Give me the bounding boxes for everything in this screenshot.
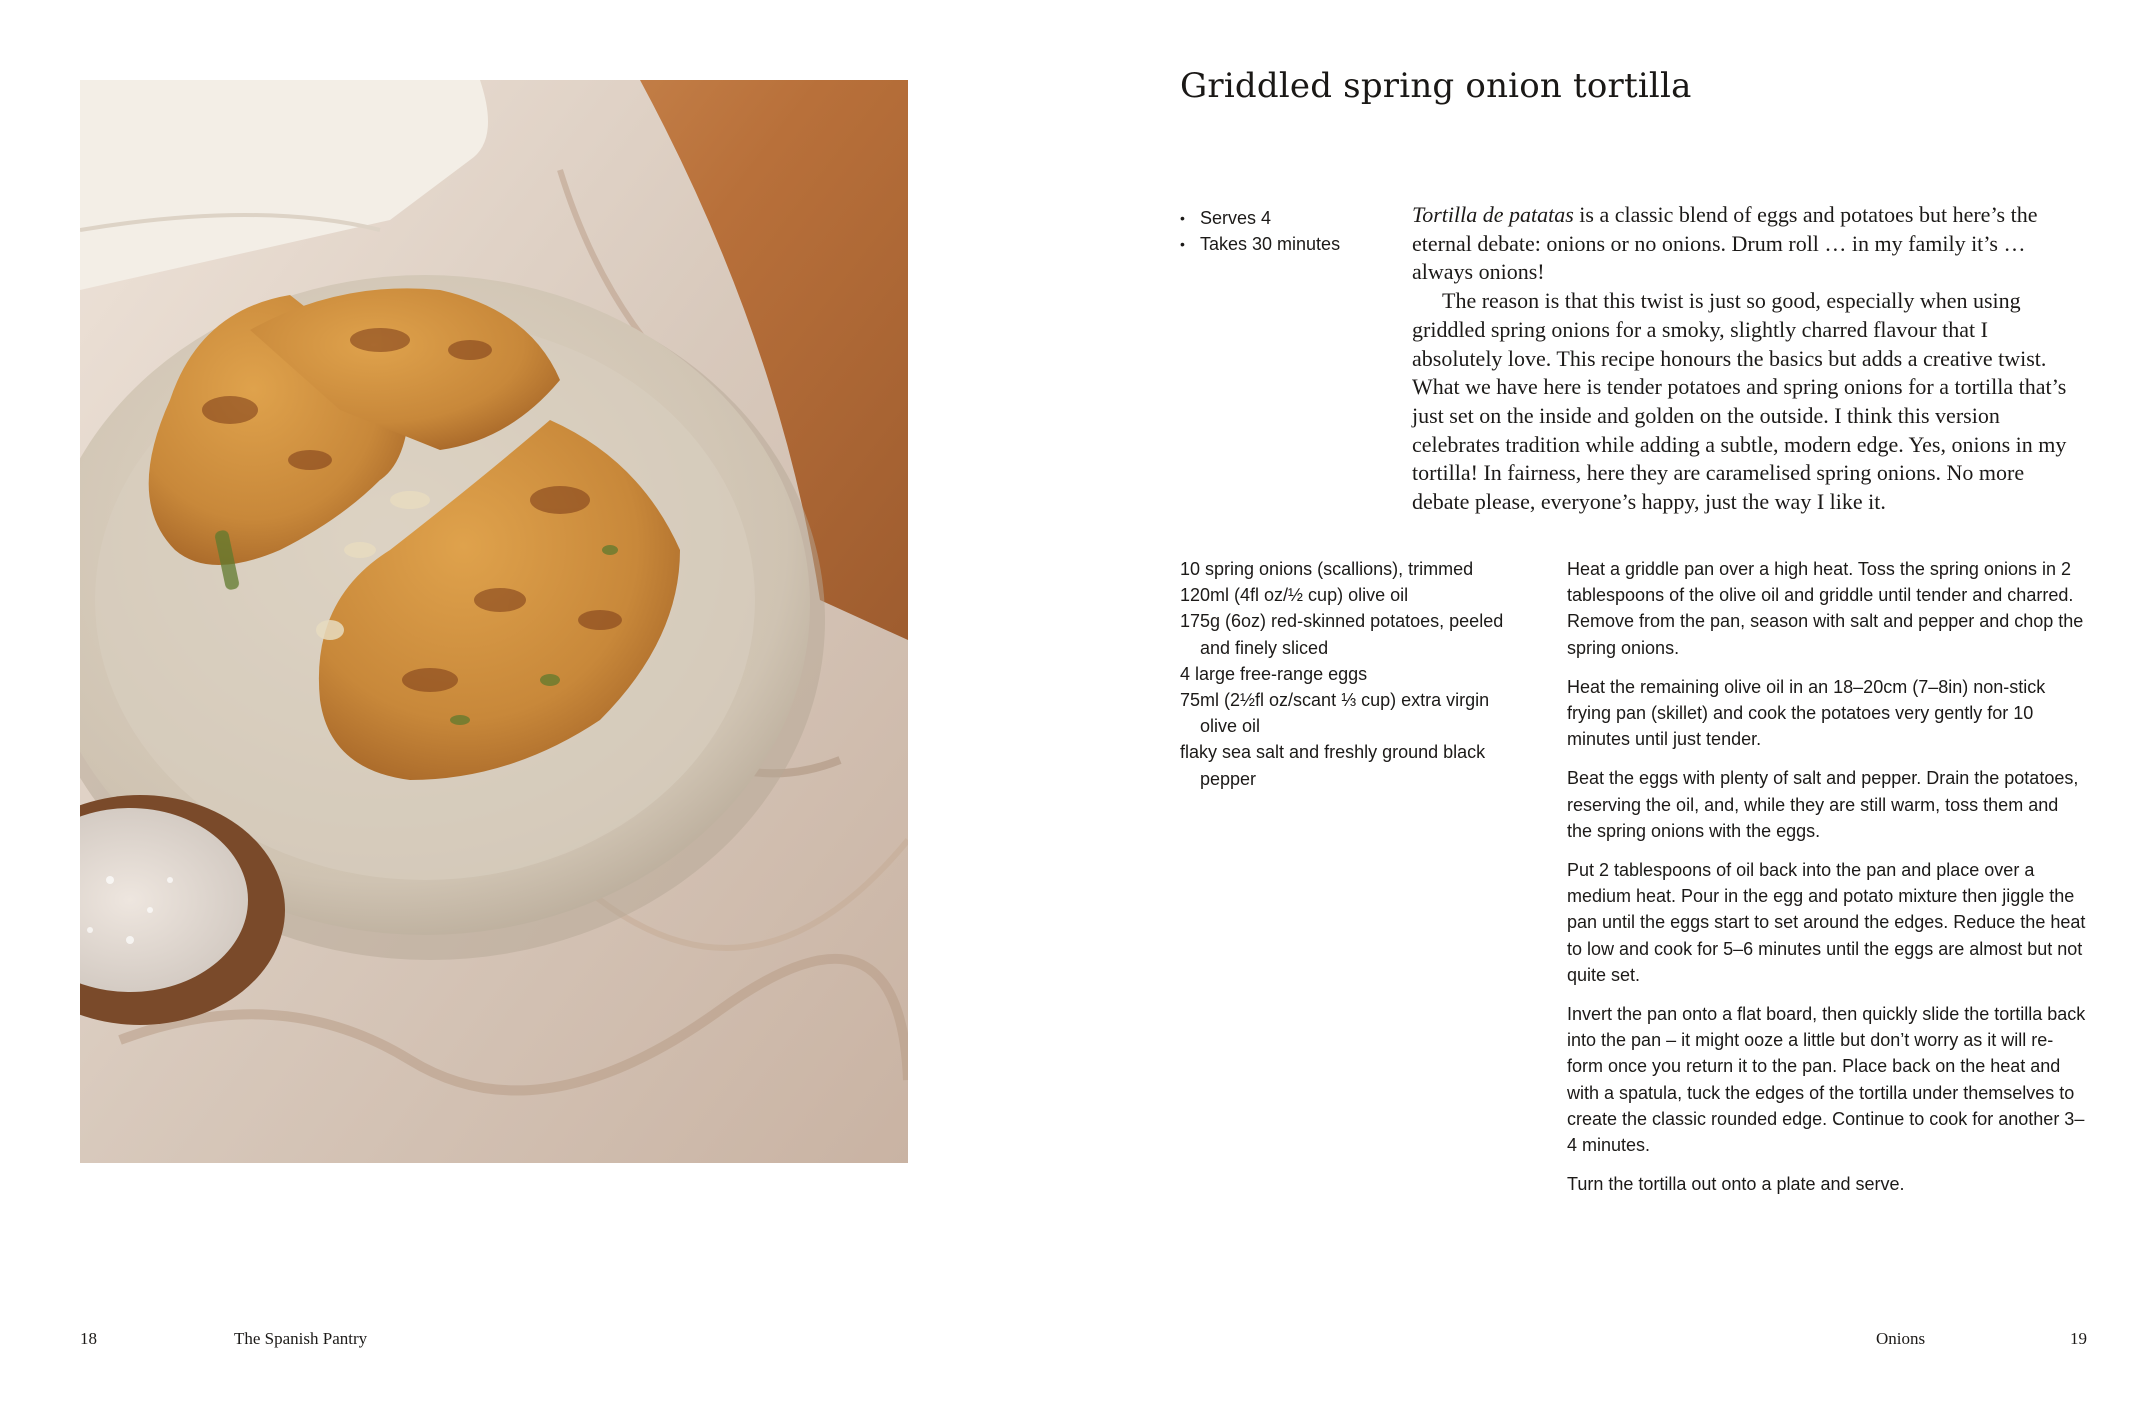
recipe-intro <box>1412 201 2082 517</box>
chapter-name: Onions <box>1876 1329 1926 1348</box>
ingredient-item: 75ml (2½fl oz/scant ⅓ cup) extra virgin olive oil <box>1180 690 1490 737</box>
tortilla-photo <box>80 80 908 1163</box>
method-step: Put 2 tablespoons of oil back into the pan and place over a medium heat. Pour in the egg and potato mixture then jiggle the pan until the eggs start to set around the edges. Reduce the heat to low and cook for 5–6 minutes until the eggs are almost but not quite set. <box>1567 860 2086 985</box>
intro-paragraph-1 <box>1412 201 2082 287</box>
method-step: Heat a griddle pan over a high heat. Toss the spring onions in 2 tablespoons of the olive oil and griddle until tender and charred. Remove from the pan, season with salt and pepper and chop the spring onions. <box>1567 559 2084 658</box>
method-steps <box>1567 556 2087 1210</box>
ingredient-item: flaky sea salt and freshly ground black pepper <box>1180 742 1486 789</box>
method-step: Heat the remaining olive oil in an 18–20cm (7–8in) non-stick frying pan (skillet) and cook the potatoes very gently for 10 minutes until just tender. <box>1567 676 2046 750</box>
intro-italic-title: Tortilla de patatas <box>1412 202 1574 227</box>
ingredient-item: 4 large free-range eggs <box>1180 663 1368 684</box>
ingredients-list <box>1180 556 1520 792</box>
right-page-number: 19 <box>2070 1329 2087 1348</box>
time-info: • Takes 30 minutes <box>1180 231 1340 257</box>
left-page-number: 18 <box>80 1329 97 1348</box>
serves-info: • Serves 4 <box>1180 205 1340 231</box>
recipe-meta <box>1180 205 1340 257</box>
intro-paragraph-1-text: is a classic blend of eggs and potatoes but here’s the eternal debate: onions or no onions. Drum roll … in my family it’s … always onions! <box>1412 202 2038 285</box>
method-step: Invert the pan onto a flat board, then quickly slide the tortilla back into the pan – it might ooze a little but don’t worry as it will re-form once you return it to the pan. Place back on the heat and with a spatula, tuck the edges of the tortilla under themselves to create the classic rounded edge. Continue to cook for another 3–4 minutes. <box>1567 1004 2086 1156</box>
recipe-title: Griddled spring onion tortilla <box>1180 66 1692 106</box>
book-title: The Spanish Pantry <box>234 1329 368 1348</box>
ingredient-item: 10 spring onions (scallions), trimmed <box>1180 559 1474 579</box>
intro-paragraph-2: The reason is that this twist is just so good, especially when using griddled spring onions for a smoky, slightly charred flavour that I absolutely love. This recipe honours the basics but adds a creative twist. What we have here is tender potatoes and spring onions for a tortilla that’s just set on the inside and golden on the outside. I think this version celebrates tradition while adding a subtle, modern edge. Yes, onions in my tortilla! In fairness, here they are caramelised spring onions. No more debate please, everyone’s happy, just the way I like it. <box>1412 288 2067 515</box>
method-step: Turn the tortilla out onto a plate and serve. <box>1567 1174 1905 1195</box>
tortilla-photo-icon <box>80 80 908 1163</box>
ingredient-item: 120ml (4fl oz/½ cup) olive oil <box>1180 585 1409 606</box>
ingredient-item: 175g (6oz) red-skinned potatoes, peeled and finely sliced <box>1180 611 1504 658</box>
method-step: Beat the eggs with plenty of salt and pepper. Drain the potatoes, reserving the oil, and, while they are still warm, toss them and the spring onions with the eggs. <box>1567 768 2079 841</box>
